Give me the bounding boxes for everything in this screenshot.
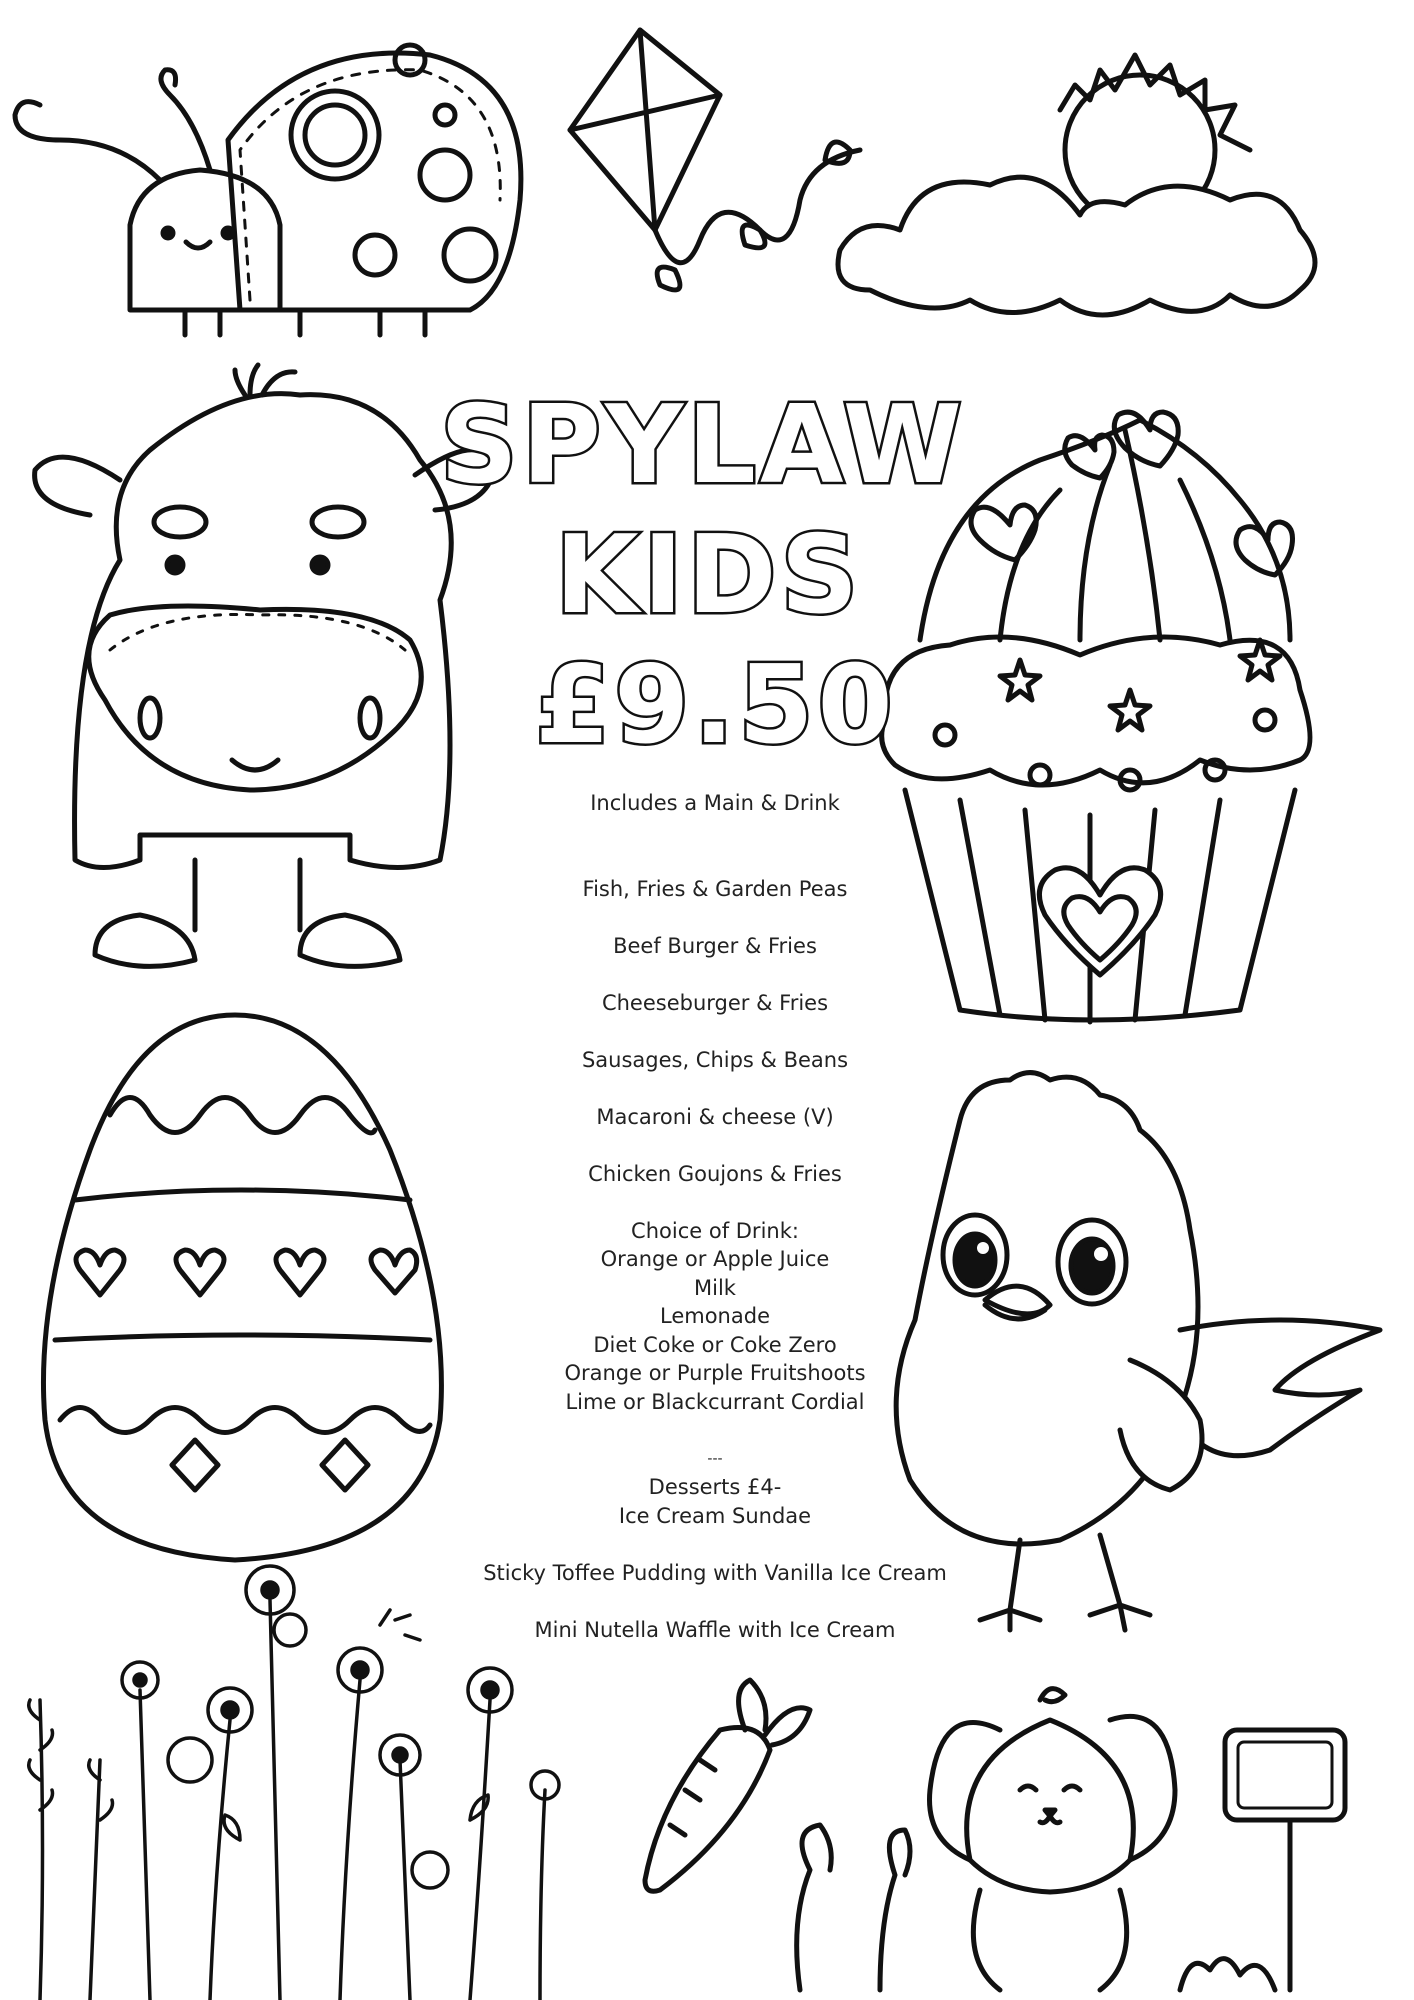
drink-item: Lime or Blackcurrant Cordial: [565, 1389, 865, 1414]
kite-icon: [570, 30, 860, 290]
ladybird-icon: [15, 45, 521, 335]
easter-egg-icon: [43, 1015, 441, 1560]
main-item: Beef Burger & Fries: [613, 933, 817, 958]
menu-price: £9.50: [535, 643, 897, 768]
hippo-icon: [35, 365, 495, 966]
carrot-icon: [645, 1680, 810, 1891]
sun-cloud-icon: [838, 55, 1315, 315]
section-separator: ---: [707, 1450, 723, 1467]
dessert-item: Mini Nutella Waffle with Ice Cream: [534, 1617, 896, 1642]
drink-item: Orange or Purple Fruitshoots: [564, 1361, 866, 1385]
main-item: Macaroni & cheese (V): [596, 1104, 834, 1129]
menu-list: [430, 789, 1000, 1644]
main-item: Fish, Fries & Garden Peas: [582, 876, 848, 901]
menu-title-line-2: KIDS: [555, 513, 863, 638]
bunny-icon: [797, 1689, 1345, 1990]
drink-item: Milk: [694, 1275, 736, 1300]
menu-title-line-1: SPYLAW: [440, 383, 966, 508]
drink-item: Orange or Apple Juice: [600, 1247, 830, 1271]
drink-item: Lemonade: [660, 1304, 770, 1328]
drink-item: Diet Coke or Coke Zero: [593, 1332, 837, 1357]
dessert-item: Ice Cream Sundae: [618, 1503, 812, 1528]
main-item: Chicken Goujons & Fries: [588, 1161, 842, 1186]
main-item: Sausages, Chips & Beans: [581, 1047, 849, 1072]
drinks-heading: Choice of Drink:: [631, 1218, 799, 1243]
main-item: Cheeseburger & Fries: [601, 990, 829, 1015]
menu-subtitle: Includes a Main & Drink: [590, 791, 840, 815]
desserts-heading: Desserts £4-: [648, 1475, 782, 1499]
dessert-item: Sticky Toffee Pudding with Vanilla Ice Cream: [483, 1560, 947, 1585]
